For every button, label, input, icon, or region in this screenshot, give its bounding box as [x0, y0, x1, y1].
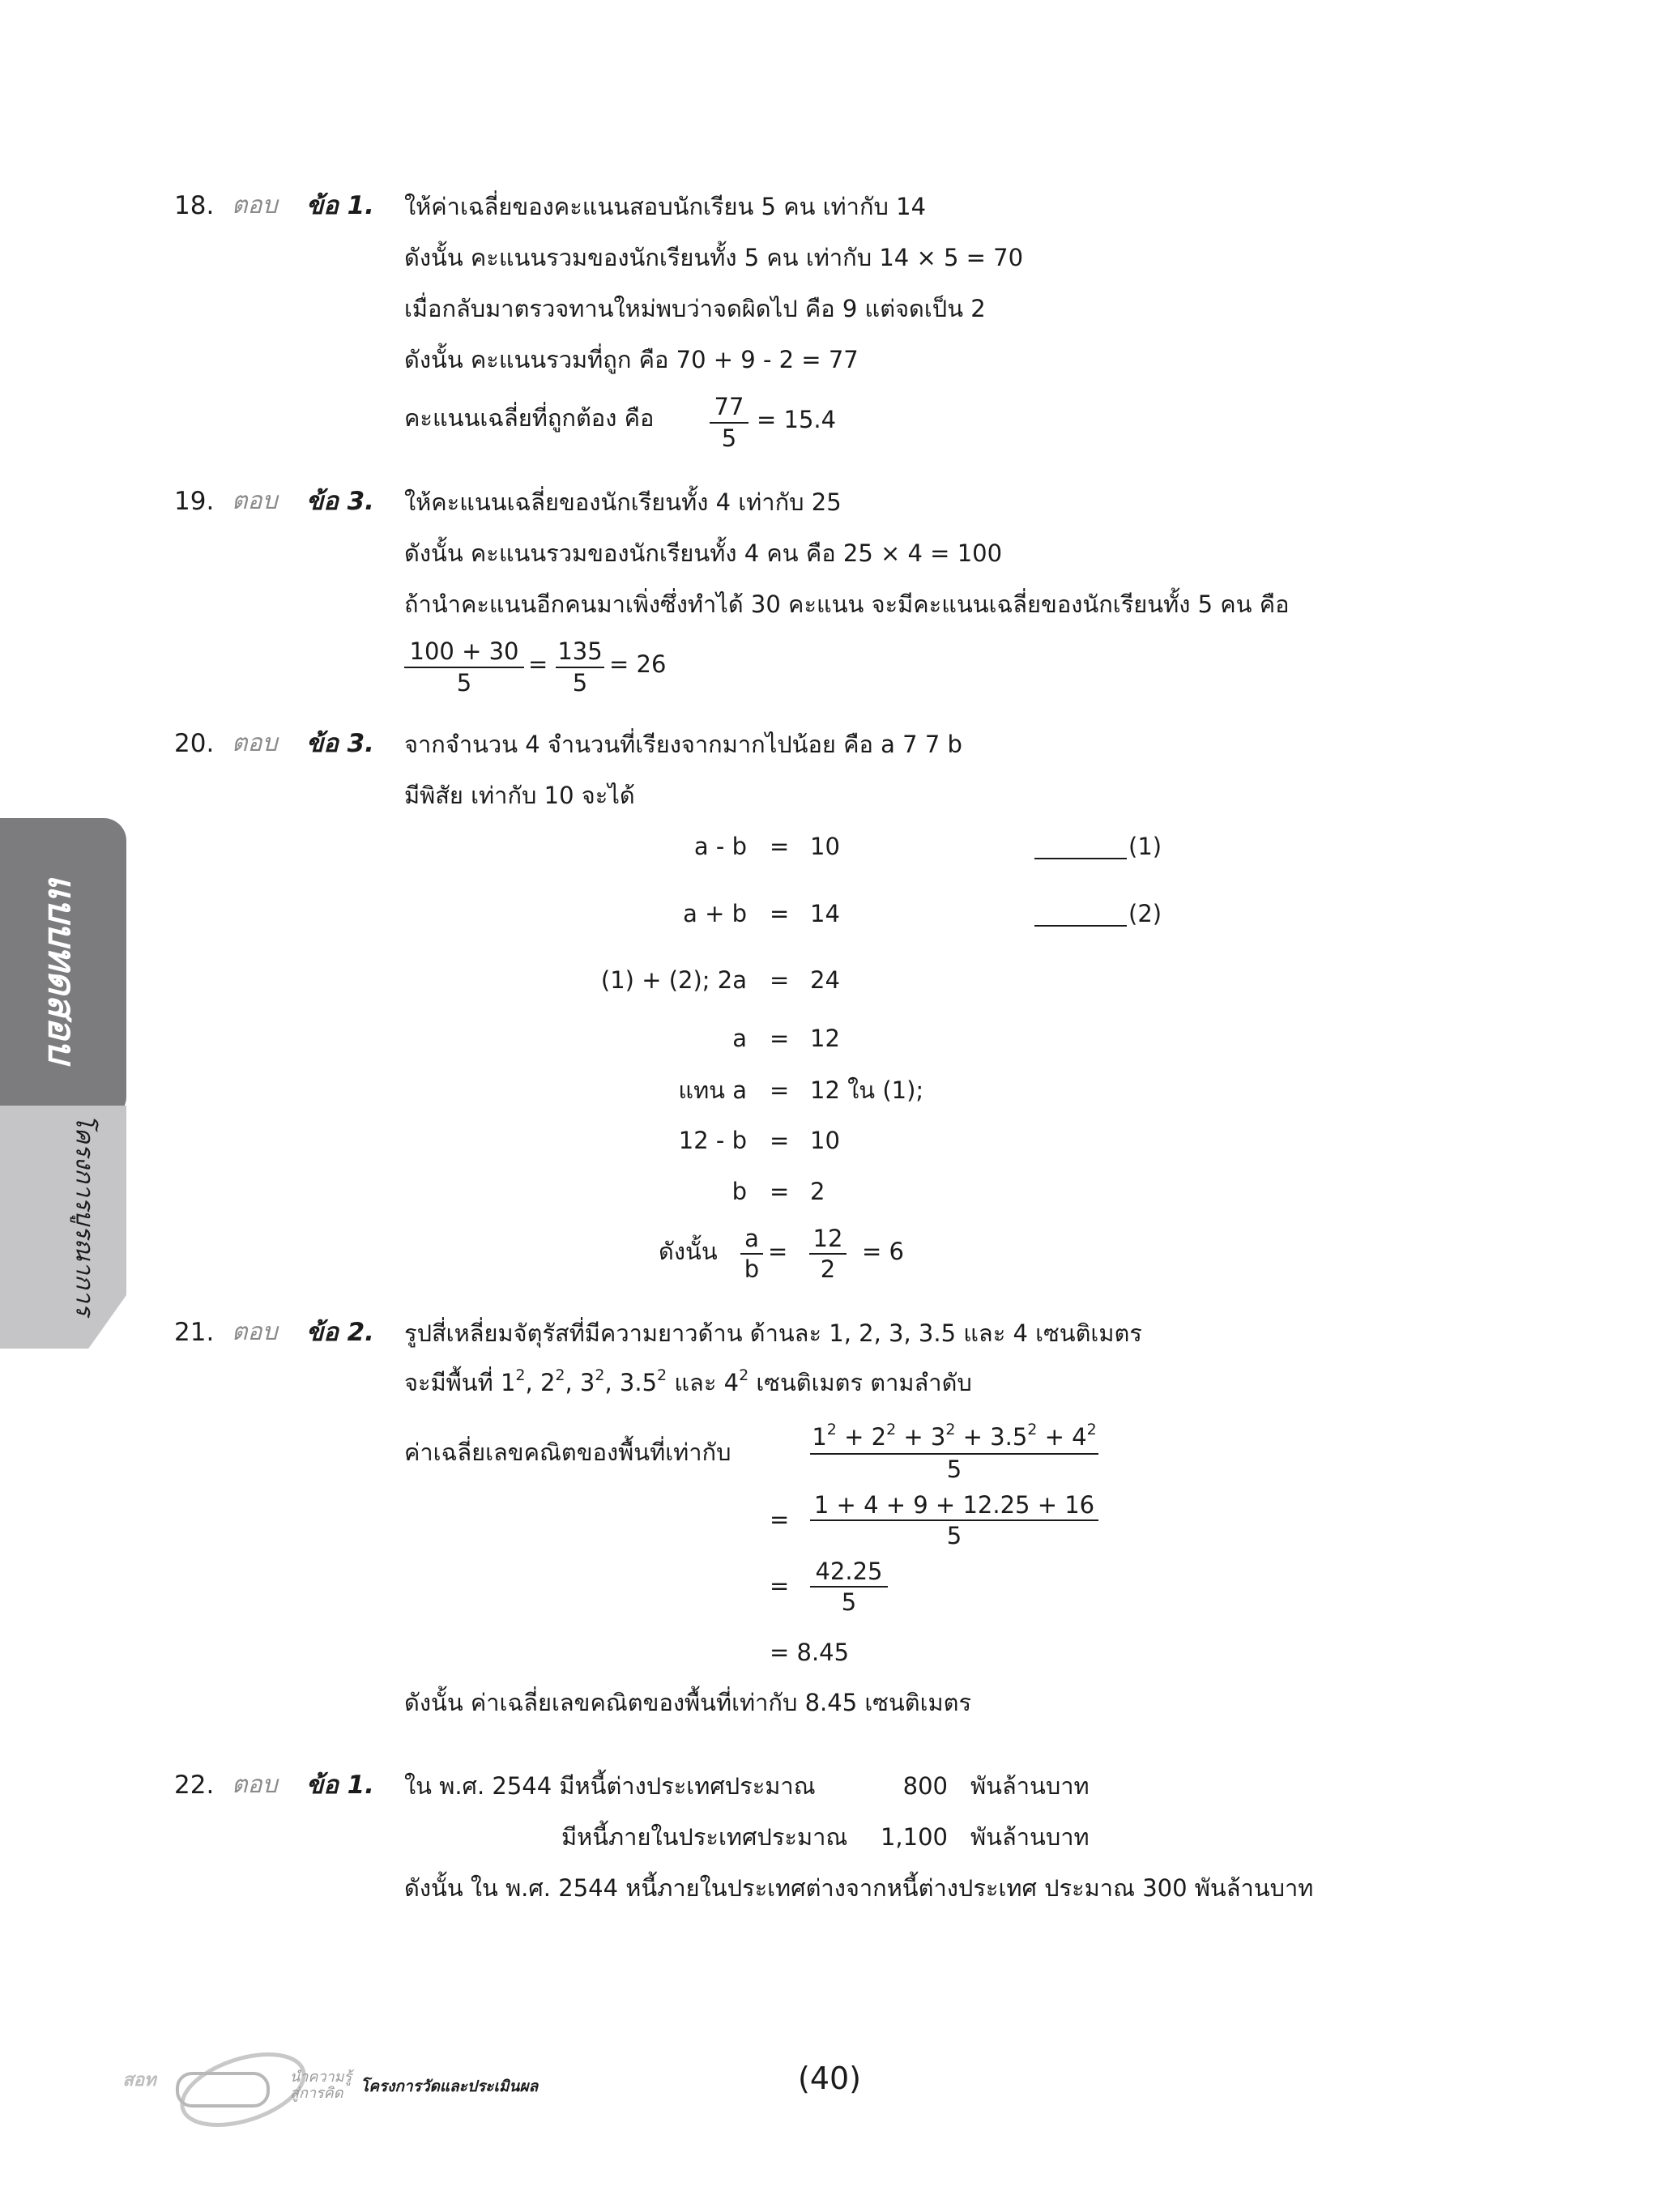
- equation-rhs: 10: [810, 1127, 840, 1154]
- sidebar-project-label: โครงการบูรณาการ: [70, 1114, 99, 1316]
- equation-equals: =: [770, 966, 790, 994]
- fraction-denominator: 5: [456, 669, 472, 697]
- answer-word: ตอบ: [232, 487, 278, 515]
- fraction-numerator: 135: [557, 637, 603, 665]
- text-line: ดังนั้น คะแนนรวมที่ถูก คือ 70 + 9 - 2 = 77: [404, 346, 859, 373]
- page-number: (40): [798, 2061, 862, 2096]
- fraction-denominator: 5: [721, 424, 737, 452]
- text-line: ค่าเฉลี่ยเลขคณิตของพื้นที่เท่ากับ: [404, 1438, 731, 1466]
- fraction-numerator: a: [744, 1225, 759, 1252]
- text-line: ดังนั้น ค่าเฉลี่ยเลขคณิตของพื้นที่เท่ากับ 8.45 เซนติเมตร: [404, 1689, 972, 1716]
- fraction-numerator: $1^2 + 2^2 + 3^2 + 3.5^2 + 4^2$: [812, 1421, 1097, 1451]
- amount: 800: [902, 1772, 948, 1800]
- equation-lhs: a - b: [693, 833, 747, 860]
- equals-sign: =: [770, 1506, 790, 1533]
- equation-rhs: 12 ใน (1);: [810, 1076, 924, 1104]
- equation-tag: (1): [1128, 833, 1162, 860]
- text-line-areas: จะมีพื้นที่ $1^2$, $2^2$, $3^2$, $3.5^2$ และ $4^2$ เซนติเมตร ตามลำดับ: [404, 1366, 972, 1396]
- equals-sign: =: [768, 1238, 788, 1265]
- equation-equals: =: [770, 900, 790, 927]
- equation-lhs: b: [731, 1178, 747, 1205]
- footer-project: โครงการวัดและประเมินผล: [360, 2078, 539, 2095]
- result: = 15.4: [757, 406, 837, 433]
- answer-choice: ข้อ 2.: [306, 1318, 374, 1347]
- fraction-denominator: b: [744, 1255, 760, 1283]
- sidebar-project-tab: [0, 1106, 126, 1349]
- text-line: ให้ค่าเฉลี่ยของคะแนนสอบนักเรียน 5 คน เท่ากับ 14: [404, 193, 927, 220]
- fraction-denominator: 5: [946, 1522, 962, 1549]
- result: = 8.45: [770, 1639, 850, 1666]
- equation-rhs: 10: [810, 833, 840, 860]
- answer-word: ตอบ: [232, 1771, 278, 1799]
- answer-word: ตอบ: [232, 729, 278, 757]
- question-number: 18.: [174, 191, 215, 220]
- fraction-denominator: 2: [820, 1255, 836, 1283]
- result: = 6: [862, 1238, 904, 1265]
- equation-rhs: 2: [810, 1178, 825, 1205]
- answer-choice: ข้อ 1.: [306, 191, 374, 220]
- text-line: ใน พ.ศ. 2544 มีหนี้ต่างประเทศประมาณ: [404, 1772, 816, 1800]
- tag-rule: [1034, 925, 1127, 927]
- fraction-numerator: 1 + 4 + 9 + 12.25 + 16: [813, 1491, 1095, 1519]
- text-line: มีพิสัย เท่ากับ 10 จะได้: [404, 782, 635, 809]
- equation-lhs: (1) + (2); 2a: [600, 966, 747, 994]
- tag-rule: [1034, 858, 1127, 859]
- fraction-numerator: 100 + 30: [409, 637, 519, 665]
- equation-lhs: แทน a: [678, 1076, 747, 1104]
- text-line: รูปสี่เหลี่ยมจัตุรัสที่มีความยาวด้าน ด้านละ 1, 2, 3, 3.5 และ 4 เซนติเมตร: [404, 1319, 1142, 1347]
- equation-rhs: 12: [810, 1025, 840, 1052]
- equation-rhs: 14: [810, 900, 840, 927]
- answer-word: ตอบ: [232, 191, 278, 219]
- equation-rhs: 24: [810, 966, 840, 994]
- answer-choice: ข้อ 3.: [306, 729, 374, 758]
- text-line: คะแนนเฉลี่ยที่ถูกต้อง คือ: [404, 404, 655, 432]
- equation-lhs: 12 - b: [678, 1127, 747, 1154]
- text-line: ให้คะแนนเฉลี่ยของนักเรียนทั้ง 4 เท่ากับ 25: [404, 488, 842, 516]
- answer-choice: ข้อ 3.: [306, 487, 374, 516]
- equation-tag: (2): [1128, 900, 1162, 927]
- equation-lhs: a + b: [683, 900, 747, 927]
- text-line: จากจำนวน 4 จำนวนที่เรียงจากมากไปน้อย คือ a 7 7 b: [404, 731, 962, 758]
- equation-lhs: a: [732, 1025, 747, 1052]
- answer-word: ตอบ: [232, 1318, 278, 1346]
- amount: 1,100: [880, 1823, 948, 1851]
- answer-choice: ข้อ 1.: [306, 1771, 374, 1800]
- unit: พันล้านบาท: [970, 1823, 1090, 1851]
- logo-text: สอท: [122, 2070, 156, 2091]
- equation-equals: =: [770, 1178, 790, 1205]
- equation-equals: =: [770, 1127, 790, 1154]
- text-line: ดังนั้น ใน พ.ศ. 2544 หนี้ภายในประเทศต่างจากหนี้ต่างประเทศ ประมาณ 300 พันล้านบาท: [404, 1874, 1314, 1902]
- equals-sign: =: [770, 1572, 790, 1600]
- text-line: มีหนี้ภายในประเทศประมาณ: [561, 1823, 848, 1851]
- equation-equals: =: [770, 1025, 790, 1052]
- fraction-denominator: 5: [946, 1455, 962, 1483]
- question-number: 20.: [174, 729, 215, 758]
- question-number: 21.: [174, 1318, 215, 1347]
- fraction-numerator: 12: [812, 1225, 843, 1252]
- text-line: ดังนั้น คะแนนรวมของนักเรียนทั้ง 4 คน คือ 25 × 4 = 100: [404, 539, 1003, 567]
- equals-sign: =: [528, 650, 548, 678]
- fraction-denominator: 5: [841, 1588, 857, 1616]
- fraction-denominator: 5: [572, 669, 588, 697]
- result: = 26: [609, 650, 667, 678]
- sidebar-tab-label: แบบทดสอบ: [40, 874, 84, 1063]
- question-number: 19.: [174, 487, 215, 516]
- text-line: เมื่อกลับมาตรวจทานใหม่พบว่าจดผิดไป คือ 9 แต่จดเป็น 2: [404, 295, 986, 322]
- text-line: ดังนั้น คะแนนรวมของนักเรียนทั้ง 5 คน เท่ากับ 14 × 5 = 70: [404, 244, 1024, 271]
- slogan: นำความรู้ สู่การคิด: [290, 2069, 352, 2102]
- equation-equals: =: [770, 1076, 790, 1104]
- question-number: 22.: [174, 1771, 215, 1800]
- fraction-numerator: 77: [714, 393, 744, 420]
- therefore-word: ดังนั้น: [659, 1238, 718, 1265]
- equation-equals: =: [770, 833, 790, 860]
- fraction-numerator: 42.25: [815, 1558, 883, 1585]
- text-line: ถ้านำคะแนนอีกคนมาเพิ่งซึ่งทำได้ 30 คะแนน จะมีคะแนนเฉลี่ยของนักเรียนทั้ง 5 คน คือ: [404, 590, 1290, 618]
- unit: พันล้านบาท: [970, 1772, 1090, 1800]
